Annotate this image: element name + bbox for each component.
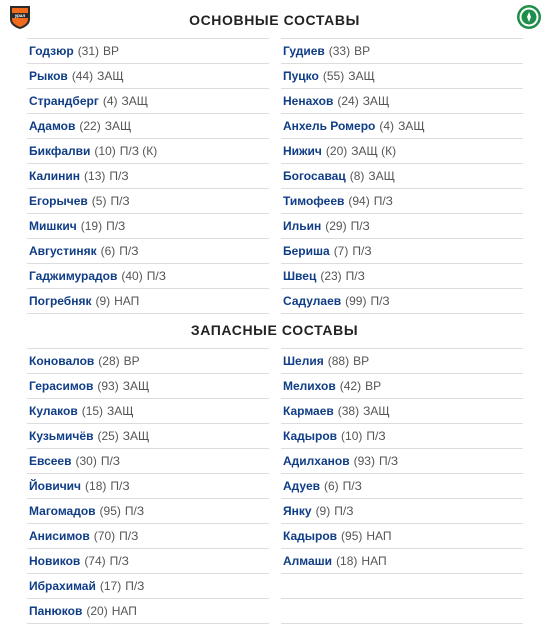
player-row [27, 64, 269, 89]
player-name-link[interactable]: Ненахов [283, 94, 334, 108]
player-number: (10) [94, 144, 116, 158]
player-position: П/З [352, 244, 372, 258]
player-row [27, 264, 269, 289]
player-name-link[interactable]: Гаджимурадов [29, 269, 118, 283]
home-starting-list [27, 38, 269, 314]
player-row [281, 164, 523, 189]
player-row [281, 348, 523, 374]
player-name-link[interactable]: Алмаши [283, 554, 333, 568]
player-row [281, 214, 523, 239]
player-row [281, 239, 523, 264]
player-number: (88) [327, 354, 350, 368]
player-name-link[interactable]: Тимофеев [283, 194, 345, 208]
player-name-link[interactable]: Кулаков [29, 404, 78, 418]
player-number: (22) [79, 119, 101, 133]
player-name-link[interactable]: Магомадов [29, 504, 96, 518]
player-row [281, 374, 523, 399]
player-number: (25) [97, 429, 119, 443]
player-position: П/З [366, 429, 386, 443]
player-name-link[interactable]: Кузьмичёв [29, 429, 94, 443]
player-name-link[interactable]: Адуев [283, 479, 320, 493]
player-position: П/З [373, 194, 393, 208]
player-position: П/З [119, 529, 139, 543]
player-name-link[interactable]: Садулаев [283, 294, 342, 308]
player-position: ВР [123, 354, 140, 368]
player-position: НАП [111, 604, 137, 618]
player-number: (5) [91, 194, 107, 208]
player-position: ВР [353, 354, 370, 368]
player-number: (9) [315, 504, 331, 518]
player-position: П/З [110, 194, 130, 208]
player-position: НАП [114, 294, 140, 308]
player-row [27, 399, 269, 424]
player-position: П/З [125, 579, 145, 593]
starting-lineups-title: ОСНОВНЫЕ СОСТАВЫ [189, 12, 360, 28]
player-row [281, 89, 523, 114]
player-row [27, 239, 269, 264]
player-row [281, 424, 523, 449]
player-row [281, 499, 523, 524]
player-position: ЗАЩ [348, 69, 375, 83]
player-name-link[interactable]: Новиков [29, 554, 81, 568]
player-number: (38) [337, 404, 360, 418]
player-row [281, 449, 523, 474]
player-number: (42) [339, 379, 362, 393]
player-name-link[interactable]: Августиняк [29, 244, 97, 258]
player-row [27, 449, 269, 474]
player-row [281, 474, 523, 499]
player-number: (70) [93, 529, 116, 543]
player-number: (10) [341, 429, 363, 443]
player-number: (4) [379, 119, 395, 133]
player-name-link[interactable]: Адилханов [283, 454, 350, 468]
player-position: П/З [345, 269, 365, 283]
player-position: ВР [103, 44, 120, 58]
player-position: ЗАЩ (К) [351, 144, 397, 158]
player-row [27, 499, 269, 524]
player-name-link[interactable]: Годзюр [29, 44, 74, 58]
player-position: НАП [366, 529, 392, 543]
player-number: (29) [325, 219, 347, 233]
player-number: (15) [81, 404, 104, 418]
player-row [27, 38, 269, 64]
player-row [281, 264, 523, 289]
player-name-link[interactable]: Шелия [283, 354, 324, 368]
player-name-link[interactable]: Мишкич [29, 219, 77, 233]
player-position: ЗАЩ [97, 69, 124, 83]
away-substitutes-list [281, 348, 523, 624]
player-row [281, 549, 523, 574]
player-row [281, 64, 523, 89]
player-name-link[interactable]: Кадыров [283, 429, 338, 443]
player-name-link[interactable]: Ильин [283, 219, 322, 233]
player-position: ЗАЩ [362, 94, 390, 108]
player-number: (7) [333, 244, 349, 258]
player-name-link[interactable]: Гудиев [283, 44, 325, 58]
player-name-link[interactable]: Ибрахимай [29, 579, 96, 593]
player-number: (44) [71, 69, 94, 83]
player-number: (23) [320, 269, 342, 283]
player-row [281, 399, 523, 424]
player-number: (6) [100, 244, 116, 258]
player-name-link[interactable]: Рыков [29, 69, 68, 83]
player-row [281, 114, 523, 139]
player-row [27, 114, 269, 139]
player-row [27, 574, 269, 599]
player-row [281, 524, 523, 549]
player-number: (94) [348, 194, 370, 208]
player-number: (8) [349, 169, 365, 183]
ural-logo-text: урал [14, 13, 26, 18]
player-position: П/З [378, 454, 399, 468]
player-name-link[interactable]: Йовичич [29, 479, 82, 493]
player-number: (18) [85, 479, 107, 493]
player-name-link[interactable]: Погребняк [29, 294, 92, 308]
player-number: (6) [324, 479, 339, 493]
player-number: (74) [84, 554, 106, 568]
player-row [27, 599, 269, 624]
player-position: НАП [361, 554, 387, 568]
player-position: ЗАЩ [398, 119, 425, 133]
empty-row [281, 574, 523, 599]
player-name-link[interactable]: Швец [283, 269, 317, 283]
player-position: П/З [334, 504, 354, 518]
player-number: (4) [102, 94, 118, 108]
player-position: П/З [109, 554, 129, 568]
player-position: П/З [370, 294, 390, 308]
player-number: (30) [75, 454, 97, 468]
substitutes-title: ЗАПАСНЫЕ СОСТАВЫ [190, 322, 359, 338]
player-row [27, 474, 269, 499]
player-name-link[interactable]: Страндберг [29, 94, 99, 108]
player-name-link[interactable]: Анисимов [29, 529, 90, 543]
player-row [27, 139, 269, 164]
player-number: (40) [121, 269, 143, 283]
player-row [281, 189, 523, 214]
player-row [27, 374, 269, 399]
player-name-link[interactable]: Бериша [283, 244, 330, 258]
empty-row [281, 599, 523, 624]
player-row [281, 289, 523, 314]
player-row [27, 348, 269, 374]
player-position: П/З [350, 219, 370, 233]
player-position: П/З [119, 244, 139, 258]
player-number: (95) [341, 529, 363, 543]
player-number: (9) [95, 294, 111, 308]
player-number: (93) [97, 379, 119, 393]
player-number: (95) [99, 504, 121, 518]
player-row [27, 164, 269, 189]
home-substitutes-list [27, 348, 269, 624]
player-name-link[interactable]: Кармаев [283, 404, 334, 418]
player-name-link[interactable]: Панюков [29, 604, 83, 618]
player-name-link[interactable]: Евсеев [29, 454, 72, 468]
player-position: П/З [146, 269, 166, 283]
player-number: (24) [337, 94, 359, 108]
player-number: (20) [325, 144, 348, 158]
player-position: П/З [124, 504, 145, 518]
player-name-link[interactable]: Егорычев [29, 194, 88, 208]
player-position: ЗАЩ [122, 429, 150, 443]
player-number: (19) [80, 219, 103, 233]
player-name-link[interactable]: Кадыров [283, 529, 338, 543]
player-name-link[interactable]: Нижич [283, 144, 322, 158]
player-name-link[interactable]: Бикфалви [29, 144, 91, 158]
player-number: (33) [328, 44, 351, 58]
player-position: П/З [100, 454, 121, 468]
player-position: ВР [354, 44, 371, 58]
player-name-link[interactable]: Анхель Ромеро [283, 119, 376, 133]
player-name-link[interactable]: Калинин [29, 169, 81, 183]
player-number: (55) [322, 69, 345, 83]
player-row [27, 549, 269, 574]
player-position: П/З [342, 479, 362, 493]
player-number: (18) [336, 554, 358, 568]
player-row [27, 189, 269, 214]
away-starting-list [281, 38, 523, 314]
player-name-link[interactable]: Коновалов [29, 354, 95, 368]
player-name-link[interactable]: Пуцко [283, 69, 319, 83]
player-position: ЗАЩ [368, 169, 395, 183]
round-crest-icon [516, 4, 542, 30]
player-position: П/З [106, 219, 126, 233]
player-number: (20) [86, 604, 108, 618]
player-name-link[interactable]: Янку [283, 504, 312, 518]
player-number: (28) [98, 354, 120, 368]
player-position: П/З (К) [119, 144, 158, 158]
player-number: (13) [84, 169, 106, 183]
player-position: ЗАЩ [363, 404, 390, 418]
player-number: (17) [99, 579, 122, 593]
player-name-link[interactable]: Герасимов [29, 379, 94, 393]
player-position: ВР [365, 379, 382, 393]
player-number: (93) [353, 454, 375, 468]
player-row [281, 38, 523, 64]
player-row [281, 139, 523, 164]
player-number: (99) [345, 294, 367, 308]
player-position: ЗАЩ [121, 94, 149, 108]
player-row [27, 289, 269, 314]
player-position: П/З [110, 479, 130, 493]
player-name-link[interactable]: Мелихов [283, 379, 336, 393]
player-position: ЗАЩ [104, 119, 132, 133]
player-row [27, 89, 269, 114]
player-name-link[interactable]: Адамов [29, 119, 76, 133]
player-position: ЗАЩ [107, 404, 134, 418]
player-row [27, 524, 269, 549]
player-name-link[interactable]: Богосавац [283, 169, 346, 183]
player-row [27, 424, 269, 449]
player-row [27, 214, 269, 239]
player-number: (31) [77, 44, 100, 58]
player-position: П/З [109, 169, 129, 183]
player-position: ЗАЩ [122, 379, 150, 393]
